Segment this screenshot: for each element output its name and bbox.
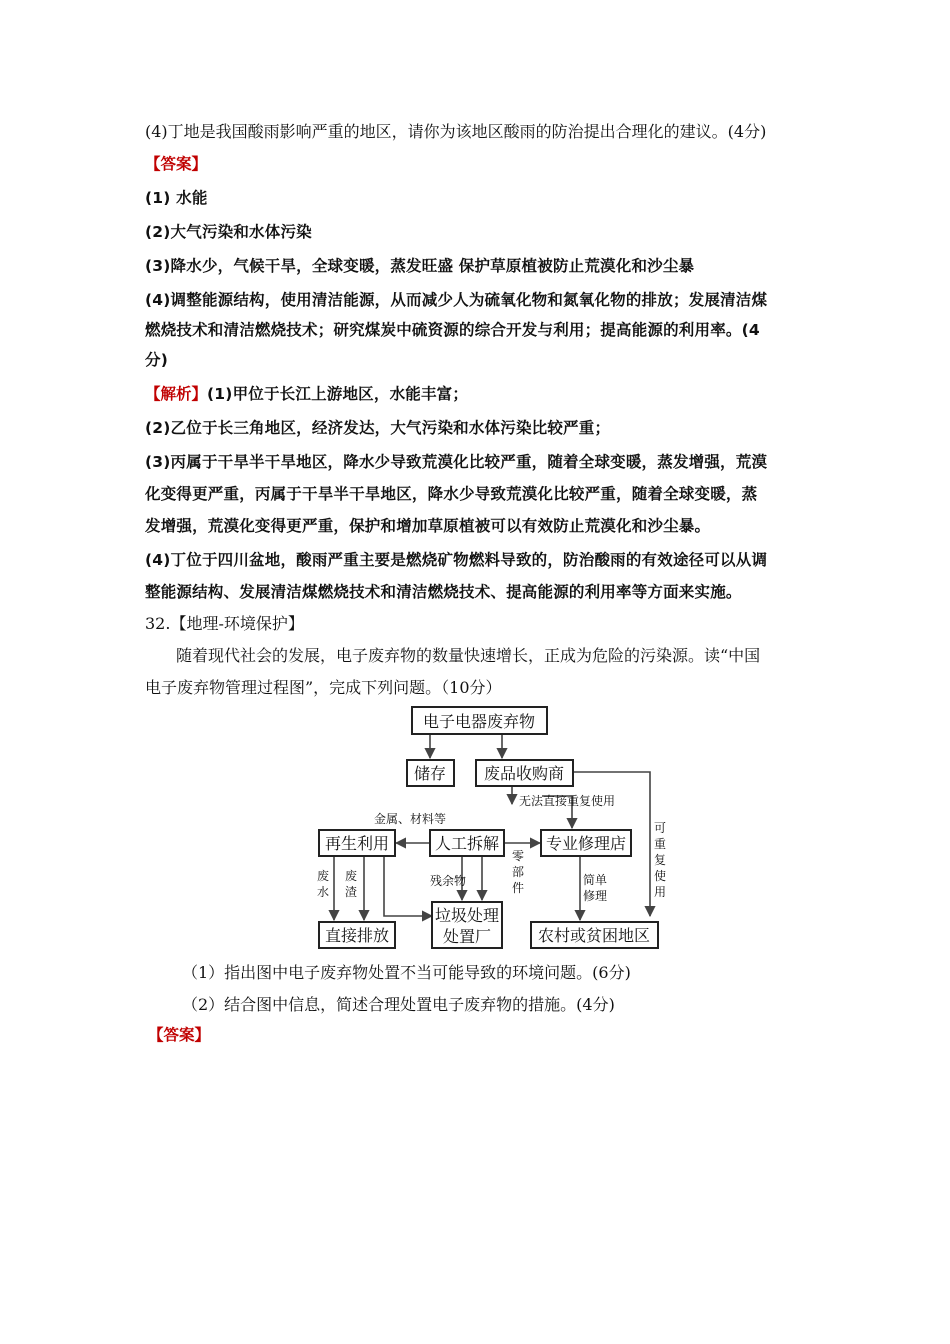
label-parts-1: 零 xyxy=(512,849,525,863)
sub-question-2: （2）结合图中信息，简述合理处置电子废弃物的措施。(4分) xyxy=(182,995,615,1014)
node-storage xyxy=(407,760,454,786)
analysis-3-line-1: (3)丙属于干旱半干旱地区，降水少导致荒漠化比较严重，随着全球变暖，蒸发增强，荒漠 xyxy=(145,453,768,471)
analysis-2: (2)乙位于长三角地区，经济发达，大气污染和水体污染比较严重； xyxy=(145,419,611,437)
node-storage-label: 储存 xyxy=(413,764,447,783)
node-dismantle-label: 人工拆解 xyxy=(434,834,500,853)
node-collector-label: 废品收购商 xyxy=(483,764,565,783)
analysis-4-line-2: 整能源结构、发展清洁煤燃烧技术和清洁燃烧技术、提高能源的利用率等方面来实施。 xyxy=(145,583,742,601)
answer-4-line-3: 分) xyxy=(145,351,168,369)
node-collector xyxy=(476,760,573,786)
label-waste-residue-2: 渣 xyxy=(345,885,358,899)
answer-heading: 【答案】 xyxy=(145,155,208,173)
node-repair-label: 专业修理店 xyxy=(545,834,627,853)
answer-heading-2: 【答案】 xyxy=(148,1026,211,1044)
node-rural-label: 农村或贫困地区 xyxy=(537,926,651,945)
node-recycle xyxy=(319,830,395,856)
node-dismantle xyxy=(430,830,504,856)
node-landfill-label-2: 处置厂 xyxy=(442,927,492,946)
label-reusable-2: 重 xyxy=(654,837,667,851)
question-4: (4)丁地是我国酸雨影响严重的地区，请你为该地区酸雨的防治提出合理化的建议。(4分) xyxy=(145,122,767,141)
node-repair xyxy=(541,830,631,856)
question-32-title: 32.【地理-环境保护】 xyxy=(145,614,304,633)
label-no-reuse: 无法直接重复使用 xyxy=(519,794,616,808)
node-discharge xyxy=(319,922,395,948)
answer-4-line-2: 燃烧技术和清洁燃烧技术；研究煤炭中硫资源的综合开发与利用；提高能源的利用率。(4 xyxy=(145,321,760,339)
label-reusable-5: 用 xyxy=(654,885,667,899)
label-simple-repair-2: 修理 xyxy=(583,889,608,903)
label-reusable-1: 可 xyxy=(654,821,667,835)
analysis-3-line-2: 化变得更严重，丙属于干旱半干旱地区，降水少导致荒漠化比较严重，随着全球变暖，蒸 xyxy=(145,485,758,503)
node-ewaste-label: 电子电器废弃物 xyxy=(422,712,536,731)
node-discharge-label: 直接排放 xyxy=(324,926,390,945)
analysis-3-line-3: 发增强，荒漠化变得更严重，保护和增加草原植被可以有效防止荒漠化和沙尘暴。 xyxy=(145,517,711,535)
label-reusable-4: 使 xyxy=(654,869,667,883)
label-waste-water-2: 水 xyxy=(317,885,330,899)
node-landfill-label-1: 垃圾处理 xyxy=(434,906,500,925)
analysis-1: (1)甲位于长江上游地区，水能丰富； xyxy=(207,385,469,403)
question-32-intro-2: 电子废弃物管理过程图”，完成下列问题。（10分） xyxy=(145,678,502,697)
label-reusable-3: 复 xyxy=(654,853,667,867)
answer-1: (1) 水能 xyxy=(145,189,208,207)
analysis-line-1 xyxy=(145,384,468,404)
node-ewaste xyxy=(412,707,547,734)
answer-2: (2)大气污染和水体污染 xyxy=(145,223,312,241)
label-metals: 金属、材料等 xyxy=(374,812,447,826)
node-recycle-label: 再生利用 xyxy=(324,834,390,853)
label-parts-2: 部 xyxy=(512,865,525,879)
analysis-4-line-1: (4)丁位于四川盆地，酸雨严重主要是燃烧矿物燃料导致的，防治酸雨的有效途径可以从调 xyxy=(145,551,768,569)
label-residue: 残余物 xyxy=(430,874,467,888)
label-parts-3: 件 xyxy=(512,881,525,895)
answer-3: (3)降水少，气候干旱，全球变暖，蒸发旺盛 保护草原植被防止荒漠化和沙尘暴 xyxy=(145,257,695,275)
label-waste-residue-1: 废 xyxy=(345,869,358,883)
node-rural xyxy=(531,922,658,948)
sub-question-1: （1）指出图中电子废弃物处置不当可能导致的环境问题。(6分) xyxy=(182,963,631,982)
node-landfill xyxy=(432,902,502,948)
analysis-heading: 【解析】 xyxy=(145,385,208,403)
ewaste-flow-diagram xyxy=(312,704,672,952)
label-simple-repair-1: 简单 xyxy=(583,873,608,887)
answer-4-line-1: (4)调整能源结构，使用清洁能源，从而减少人为硫氧化物和氮氧化物的排放；发展清洁煤 xyxy=(145,291,768,309)
question-32-intro-1: 随着现代社会的发展，电子废弃物的数量快速增长，正成为危险的污染源。读“中国 xyxy=(176,646,761,665)
label-waste-water-1: 废 xyxy=(317,869,330,883)
